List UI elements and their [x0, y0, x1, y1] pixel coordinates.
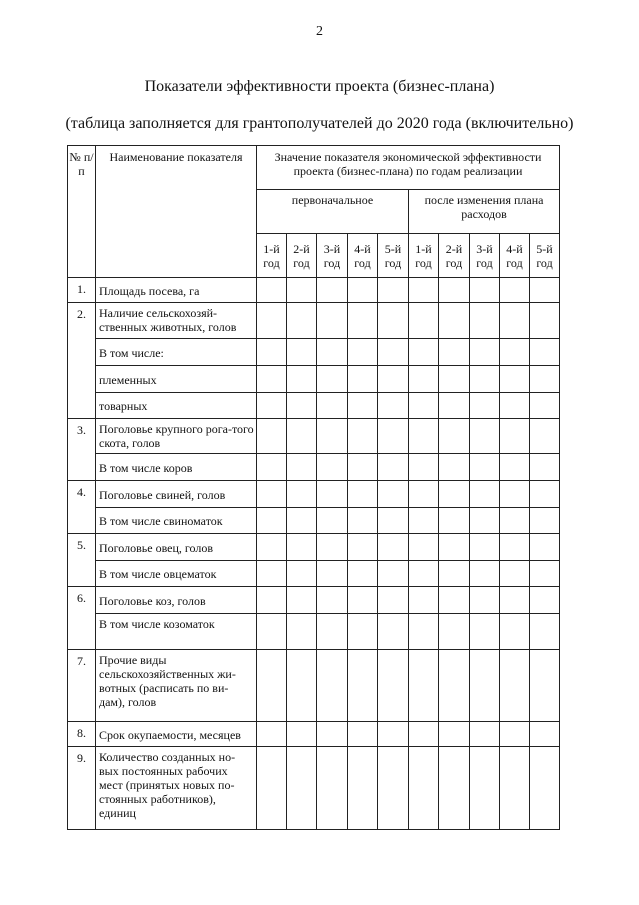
value-cell[interactable] — [409, 454, 439, 481]
row-number: 2. — [68, 303, 96, 419]
header-year-6: 1-й год — [409, 234, 439, 278]
value-cell[interactable] — [317, 534, 348, 561]
table-row — [68, 614, 560, 650]
value-cell[interactable] — [348, 722, 378, 747]
value-cell[interactable] — [348, 614, 378, 650]
value-cell[interactable] — [378, 534, 409, 561]
value-cell[interactable] — [470, 278, 500, 303]
value-cell[interactable] — [500, 747, 530, 830]
value-cell[interactable] — [378, 722, 409, 747]
value-cell[interactable] — [348, 747, 378, 830]
value-cell[interactable] — [348, 278, 378, 303]
value-cell[interactable] — [409, 303, 439, 339]
row-number: 7. — [68, 650, 96, 722]
value-cell[interactable] — [257, 278, 287, 303]
header-year-3: 3-й год — [317, 234, 348, 278]
value-cell[interactable] — [470, 747, 500, 830]
value-cell[interactable] — [439, 339, 470, 366]
value-cell[interactable] — [500, 419, 530, 454]
value-cell[interactable] — [409, 278, 439, 303]
value-cell[interactable] — [378, 303, 409, 339]
value-cell[interactable] — [257, 561, 287, 587]
value-cell[interactable] — [470, 303, 500, 339]
value-cell[interactable] — [530, 454, 560, 481]
value-cell[interactable] — [317, 339, 348, 366]
value-cell[interactable] — [500, 587, 530, 614]
value-cell[interactable] — [409, 561, 439, 587]
value-cell[interactable] — [439, 278, 470, 303]
value-cell[interactable] — [348, 650, 378, 722]
row-number: 4. — [68, 481, 96, 534]
value-cell[interactable] — [317, 454, 348, 481]
value-cell[interactable] — [439, 393, 470, 419]
value-cell[interactable] — [470, 508, 500, 534]
value-cell[interactable] — [500, 508, 530, 534]
value-cell[interactable] — [257, 454, 287, 481]
value-cell[interactable] — [317, 587, 348, 614]
value-cell[interactable] — [317, 303, 348, 339]
indicator-label: Прочие виды сельскохозяйственных жи-вотных (расписать по ви-дам), голов — [96, 650, 257, 722]
value-cell[interactable] — [409, 508, 439, 534]
value-cell[interactable] — [287, 366, 317, 393]
header-number: № п/п — [68, 146, 96, 278]
document-title: Показатели эффективности проекта (бизнес-плана) — [144, 78, 495, 95]
value-cell[interactable] — [317, 747, 348, 830]
value-cell[interactable] — [409, 393, 439, 419]
value-cell[interactable] — [348, 419, 378, 454]
indicator-label: товарных — [96, 393, 257, 419]
value-cell[interactable] — [378, 561, 409, 587]
value-cell[interactable] — [287, 454, 317, 481]
row-number: 3. — [68, 419, 96, 481]
table-row — [68, 339, 560, 366]
value-cell[interactable] — [257, 722, 287, 747]
value-cell[interactable] — [257, 366, 287, 393]
value-cell[interactable] — [530, 339, 560, 366]
row-number: 6. — [68, 587, 96, 650]
value-cell[interactable] — [530, 508, 560, 534]
value-cell[interactable] — [500, 366, 530, 393]
value-cell[interactable] — [317, 650, 348, 722]
value-cell[interactable] — [409, 614, 439, 650]
header-year-4: 4-й год — [348, 234, 378, 278]
indicator-label: Поголовье крупного рога-того скота, голов — [96, 419, 257, 454]
value-cell[interactable] — [257, 587, 287, 614]
value-cell[interactable] — [257, 303, 287, 339]
value-cell[interactable] — [287, 508, 317, 534]
value-cell[interactable] — [257, 614, 287, 650]
value-cell[interactable] — [257, 339, 287, 366]
value-cell[interactable] — [348, 508, 378, 534]
value-cell[interactable] — [439, 454, 470, 481]
value-cell[interactable] — [257, 481, 287, 508]
value-cell[interactable] — [470, 561, 500, 587]
value-cell[interactable] — [439, 722, 470, 747]
row-number: 1. — [68, 278, 96, 303]
document-subtitle: (таблица заполняется для грантополучателей до 2020 года (включительно) — [65, 115, 574, 132]
value-cell[interactable] — [500, 650, 530, 722]
value-cell[interactable] — [378, 481, 409, 508]
table-row — [68, 481, 560, 508]
row-number: 9. — [68, 747, 96, 830]
value-cell[interactable] — [317, 366, 348, 393]
value-cell[interactable] — [439, 587, 470, 614]
value-cell[interactable] — [470, 419, 500, 454]
value-cell[interactable] — [287, 481, 317, 508]
value-cell[interactable] — [378, 454, 409, 481]
indicator-label: В том числе коров — [96, 454, 257, 481]
value-cell[interactable] — [378, 508, 409, 534]
value-cell[interactable] — [470, 366, 500, 393]
value-cell[interactable] — [287, 339, 317, 366]
value-cell[interactable] — [317, 614, 348, 650]
header-year-2: 2-й год — [287, 234, 317, 278]
value-cell[interactable] — [317, 419, 348, 454]
indicator-label: Поголовье коз, голов — [96, 587, 257, 614]
header-initial: первоначальное — [257, 190, 409, 234]
value-cell[interactable] — [470, 393, 500, 419]
value-cell[interactable] — [500, 722, 530, 747]
table-row — [68, 561, 560, 587]
value-cell[interactable] — [530, 650, 560, 722]
table-row — [68, 393, 560, 419]
header-year-10: 5-й год — [530, 234, 560, 278]
value-cell[interactable] — [287, 587, 317, 614]
table-row — [68, 366, 560, 393]
value-cell[interactable] — [409, 650, 439, 722]
value-cell[interactable] — [439, 534, 470, 561]
value-cell[interactable] — [530, 481, 560, 508]
value-cell[interactable] — [530, 366, 560, 393]
value-cell[interactable] — [257, 508, 287, 534]
value-cell[interactable] — [530, 534, 560, 561]
table-row — [68, 650, 560, 722]
table-row — [68, 534, 560, 561]
header-year-1: 1-й год — [257, 234, 287, 278]
value-cell[interactable] — [378, 614, 409, 650]
value-cell[interactable] — [530, 747, 560, 830]
value-cell[interactable] — [470, 534, 500, 561]
value-cell[interactable] — [257, 650, 287, 722]
indicator-label: Наличие сельскохозяй-ственных животных, голов — [96, 303, 257, 339]
value-cell[interactable] — [257, 534, 287, 561]
value-cell[interactable] — [439, 747, 470, 830]
table-row — [68, 454, 560, 481]
value-cell[interactable] — [348, 366, 378, 393]
value-cell[interactable] — [530, 614, 560, 650]
value-cell[interactable] — [378, 366, 409, 393]
value-cell[interactable] — [500, 454, 530, 481]
value-cell[interactable] — [530, 303, 560, 339]
value-cell[interactable] — [317, 393, 348, 419]
indicator-label: В том числе овцематок — [96, 561, 257, 587]
value-cell[interactable] — [500, 481, 530, 508]
table-row — [68, 303, 560, 339]
value-cell[interactable] — [317, 278, 348, 303]
indicator-label: Количество созданных но-вых постоянных рабочих мест (принятых новых по-стоянных работников), единиц — [96, 747, 257, 830]
value-cell[interactable] — [348, 339, 378, 366]
value-cell[interactable] — [348, 393, 378, 419]
table-row — [68, 747, 560, 830]
value-cell[interactable] — [530, 587, 560, 614]
value-cell[interactable] — [470, 481, 500, 508]
value-cell[interactable] — [287, 614, 317, 650]
value-cell[interactable] — [530, 722, 560, 747]
value-cell[interactable] — [530, 278, 560, 303]
header-year-7: 2-й год — [439, 234, 470, 278]
value-cell[interactable] — [287, 534, 317, 561]
header-year-8: 3-й год — [470, 234, 500, 278]
value-cell[interactable] — [378, 650, 409, 722]
value-cell[interactable] — [409, 366, 439, 393]
value-cell[interactable] — [439, 561, 470, 587]
value-cell[interactable] — [287, 650, 317, 722]
table-row — [68, 722, 560, 747]
value-cell[interactable] — [500, 339, 530, 366]
row-number: 5. — [68, 534, 96, 587]
value-cell[interactable] — [439, 508, 470, 534]
value-cell[interactable] — [409, 419, 439, 454]
header-value: Значение показателя экономической эффективности проекта (бизнес-плана) по годам реализации — [257, 146, 560, 190]
value-cell[interactable] — [287, 393, 317, 419]
value-cell[interactable] — [378, 419, 409, 454]
value-cell[interactable] — [348, 454, 378, 481]
value-cell[interactable] — [470, 587, 500, 614]
value-cell[interactable] — [500, 278, 530, 303]
value-cell[interactable] — [257, 419, 287, 454]
value-cell[interactable] — [317, 481, 348, 508]
value-cell[interactable] — [287, 419, 317, 454]
indicator-label: Срок окупаемости, месяцев — [96, 722, 257, 747]
value-cell[interactable] — [378, 339, 409, 366]
header-after-change: после изменения плана расходов — [409, 190, 560, 234]
value-cell[interactable] — [348, 303, 378, 339]
value-cell[interactable] — [317, 722, 348, 747]
value-cell[interactable] — [500, 614, 530, 650]
value-cell[interactable] — [500, 561, 530, 587]
value-cell[interactable] — [439, 303, 470, 339]
value-cell[interactable] — [470, 454, 500, 481]
value-cell[interactable] — [470, 614, 500, 650]
value-cell[interactable] — [409, 587, 439, 614]
value-cell[interactable] — [470, 650, 500, 722]
value-cell[interactable] — [470, 339, 500, 366]
value-cell[interactable] — [287, 722, 317, 747]
indicators-table — [67, 145, 560, 830]
page-number: 2 — [316, 24, 323, 39]
indicator-label: В том числе: — [96, 339, 257, 366]
table-row — [68, 587, 560, 614]
value-cell[interactable] — [530, 393, 560, 419]
indicator-label: Поголовье свиней, голов — [96, 481, 257, 508]
indicator-label: Площадь посева, га — [96, 278, 257, 303]
value-cell[interactable] — [409, 722, 439, 747]
value-cell[interactable] — [257, 393, 287, 419]
value-cell[interactable] — [409, 339, 439, 366]
value-cell[interactable] — [500, 393, 530, 419]
value-cell[interactable] — [378, 747, 409, 830]
value-cell[interactable] — [348, 561, 378, 587]
value-cell[interactable] — [439, 419, 470, 454]
header-indicator-name: Наименование показателя — [96, 146, 257, 278]
value-cell[interactable] — [378, 278, 409, 303]
value-cell[interactable] — [287, 747, 317, 830]
value-cell[interactable] — [500, 303, 530, 339]
value-cell[interactable] — [439, 650, 470, 722]
value-cell[interactable] — [470, 722, 500, 747]
value-cell[interactable] — [500, 534, 530, 561]
indicator-label: Поголовье овец, голов — [96, 534, 257, 561]
value-cell[interactable] — [530, 419, 560, 454]
value-cell[interactable] — [439, 366, 470, 393]
header-year-9: 4-й год — [500, 234, 530, 278]
value-cell[interactable] — [439, 481, 470, 508]
value-cell[interactable] — [409, 481, 439, 508]
row-number: 8. — [68, 722, 96, 747]
table-row — [68, 508, 560, 534]
value-cell[interactable] — [287, 278, 317, 303]
table-row — [68, 419, 560, 454]
indicator-label: племенных — [96, 366, 257, 393]
value-cell[interactable] — [530, 561, 560, 587]
value-cell[interactable] — [317, 561, 348, 587]
value-cell[interactable] — [378, 587, 409, 614]
value-cell[interactable] — [287, 303, 317, 339]
indicator-label: В том числе козоматок — [96, 614, 257, 650]
table-row — [68, 278, 560, 303]
header-year-5: 5-й год — [378, 234, 409, 278]
value-cell[interactable] — [378, 393, 409, 419]
value-cell[interactable] — [287, 561, 317, 587]
value-cell[interactable] — [409, 534, 439, 561]
value-cell[interactable] — [409, 747, 439, 830]
value-cell[interactable] — [317, 508, 348, 534]
value-cell[interactable] — [439, 614, 470, 650]
value-cell[interactable] — [348, 481, 378, 508]
value-cell[interactable] — [348, 534, 378, 561]
value-cell[interactable] — [348, 587, 378, 614]
indicator-label: В том числе свиноматок — [96, 508, 257, 534]
value-cell[interactable] — [257, 747, 287, 830]
